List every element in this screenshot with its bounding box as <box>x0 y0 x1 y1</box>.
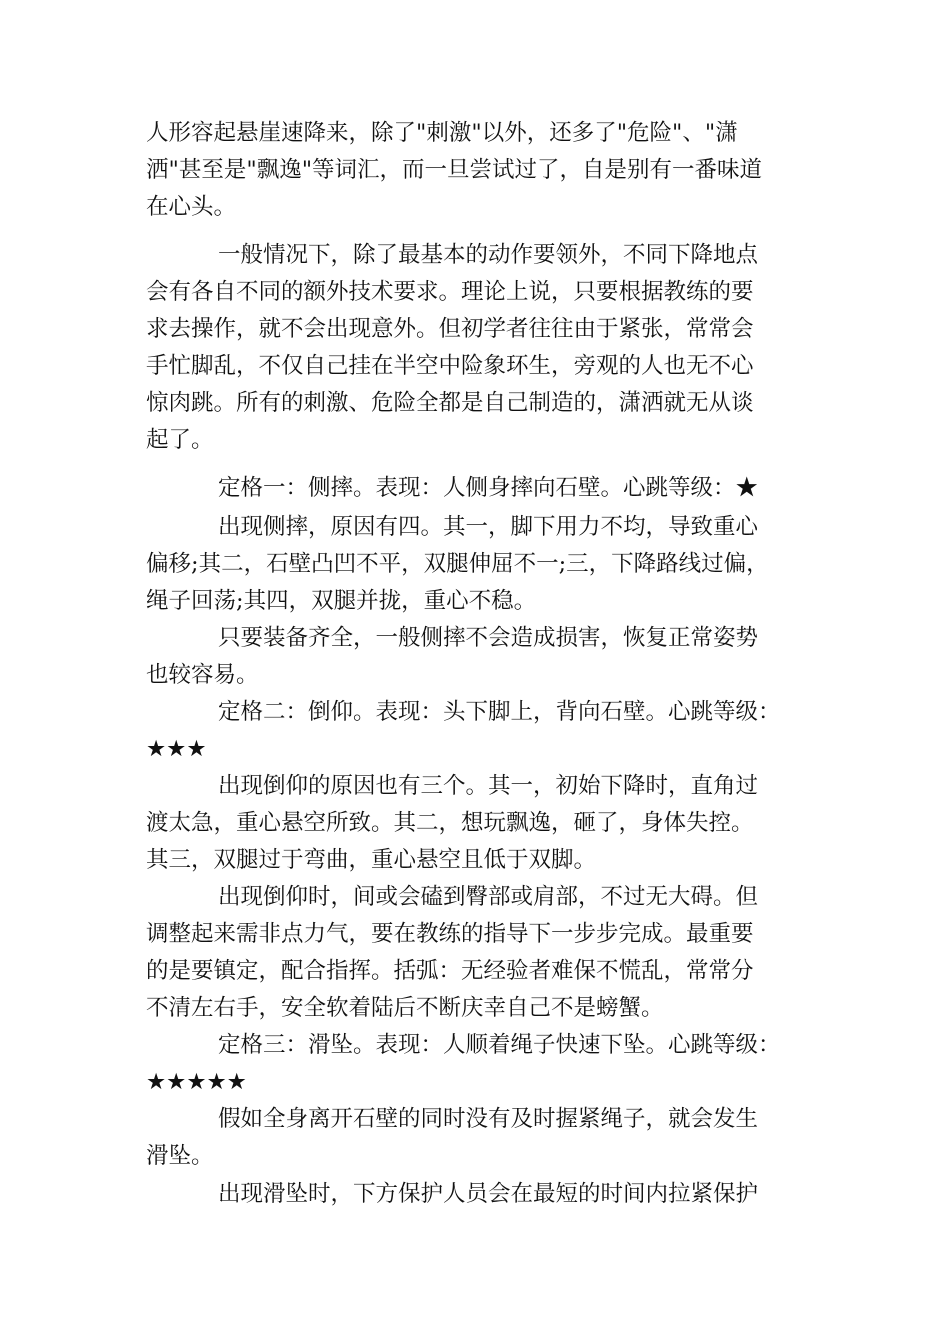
text-line: 起了。 <box>146 427 214 453</box>
text-line: 滑坠。 <box>146 1143 214 1169</box>
text-line: 其三，双腿过于弯曲，重心悬空且低于双脚。 <box>146 847 597 873</box>
text-line: 出现侧摔，原因有四。其一，脚下用力不均，导致重心 <box>218 514 759 540</box>
text-line: 会有各自不同的额外技术要求。理论上说，只要根据教练的要 <box>146 279 754 305</box>
text-line: 出现倒仰时，间或会磕到臀部或肩部，不过无大碍。但 <box>218 884 759 910</box>
text-line: 洒"甚至是"飘逸"等词汇，而一旦尝试过了，自是别有一番味道 <box>146 157 763 183</box>
heading-frame-three: 定格三：滑坠。表现：人顺着绳子快速下坠。心跳等级： <box>218 1032 781 1058</box>
text-line: 不清左右手，安全软着陆后不断庆幸自己不是螃蟹。 <box>146 995 664 1021</box>
text-line: 也较容易。 <box>146 662 259 688</box>
text-line: 一般情况下，除了最基本的动作要领外，不同下降地点 <box>218 242 759 268</box>
text-line: 人形容起悬崖速降来，除了"刺激"以外，还多了"危险"、"潇 <box>146 120 738 146</box>
star-rating: ★★★ <box>146 736 207 762</box>
text-line: 在心头。 <box>146 194 237 220</box>
text-line: 惊肉跳。所有的刺激、危险全都是自己制造的，潇洒就无从谈 <box>146 390 754 416</box>
text-line: 只要装备齐全，一般侧摔不会造成损害，恢复正常姿势 <box>218 625 759 651</box>
text-line: 手忙脚乱，不仅自己挂在半空中险象环生，旁观的人也无不心 <box>146 353 754 379</box>
text-line: 的是要镇定，配合指挥。括弧：无经验者难保不慌乱，常常分 <box>146 958 754 984</box>
text-line: 调整起来需非点力气，要在教练的指导下一步步完成。最重要 <box>146 921 754 947</box>
text-line: 出现倒仰的原因也有三个。其一，初始下降时，直角过 <box>218 773 759 799</box>
text-line: 绳子回荡;其四，双腿并拢，重心不稳。 <box>146 588 537 614</box>
heading-frame-one: 定格一：侧摔。表现：人侧身摔向石壁。心跳等级：★ <box>218 475 759 501</box>
star-rating: ★★★★★ <box>146 1069 247 1095</box>
heading-frame-two: 定格二：倒仰。表现：头下脚上，背向石壁。心跳等级： <box>218 699 781 725</box>
text-line: 渡太急，重心悬空所致。其二，想玩飘逸，砸了，身体失控。 <box>146 810 754 836</box>
text-line: 假如全身离开石壁的同时没有及时握紧绳子，就会发生 <box>218 1106 759 1132</box>
text-line: 求去操作，就不会出现意外。但初学者往往由于紧张，常常会 <box>146 316 754 342</box>
text-line: 偏移;其二，石壁凸凹不平，双腿伸屈不一;三，下降路线过偏， <box>146 551 769 577</box>
text-line: 出现滑坠时，下方保护人员会在最短的时间内拉紧保护 <box>218 1181 759 1207</box>
